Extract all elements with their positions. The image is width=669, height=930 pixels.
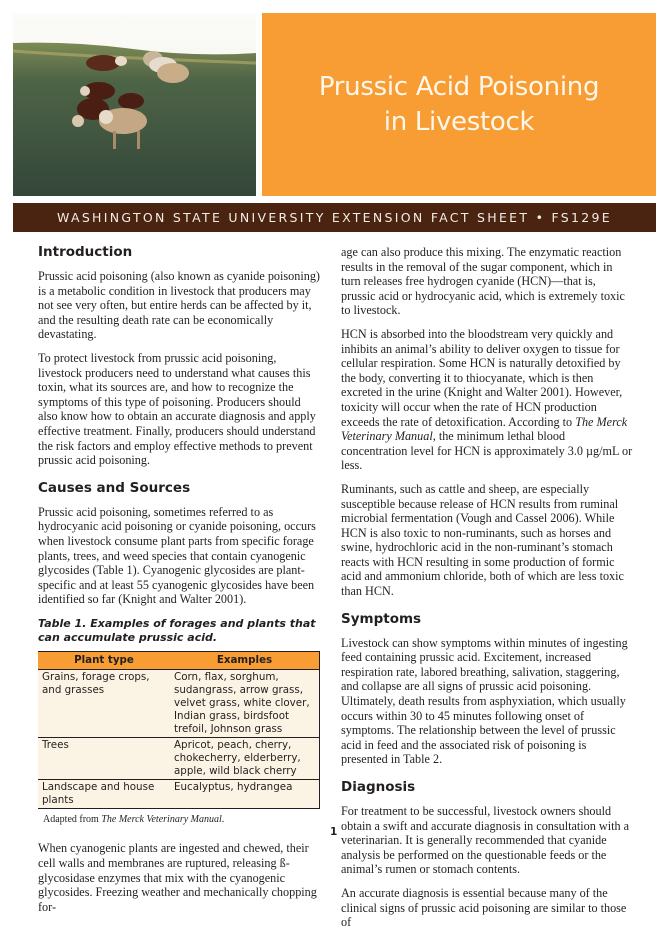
section-heading-diagnosis: Diagnosis — [341, 779, 416, 795]
section-heading-symptoms: Symptoms — [341, 610, 422, 627]
paragraph: For treatment to be successful, livestock owners should obtain a swift and accurate diagnosis in consultation with a veterinarian. It is generally recommended that cyanide analysis be performed on the questionable feeds or the animal’s rumen or stomach contents. — [341, 804, 630, 877]
section-heading-causes: Causes and Sources — [38, 479, 191, 496]
paragraph: An accurate diagnosis is essential because many of the clinical signs of prussic acid poisoning are similar to those of — [341, 885, 627, 930]
title-block — [262, 13, 656, 196]
table-cell: Apricot, peach, cherry, chokecherry, elderberry, apple, wild black cherry — [170, 737, 320, 779]
plants-table — [38, 651, 320, 809]
table-row — [38, 669, 320, 737]
cattle-pasture-image — [13, 13, 256, 196]
table-cell: Trees — [38, 737, 170, 779]
table-cell: Corn, flax, sorghum, sudangrass, arrow grass, velvet grass, white clover, Indian grass, birdsfoot trefoil, Johnson grass — [170, 669, 320, 737]
table-cell: Eucalyptus, hydrangea — [170, 779, 320, 808]
paragraph — [341, 327, 633, 473]
title-line-2: in Livestock — [383, 106, 535, 137]
title-line-1: Prussic Acid Poisoning — [318, 71, 600, 102]
source-prefix: Adapted from — [43, 813, 102, 825]
left-column — [38, 244, 320, 914]
paragraph: Prussic acid poisoning (also known as cyanide poisoning) is a metabolic condition in livestock that producers may not see very often, but entire herds can be affected by it, and the resulting death rate can be economically devastating. — [38, 269, 320, 342]
text-run: , the minimum lethal blood concentration level for HCN is approximately 3.0 µg/mL or less. — [341, 429, 633, 473]
paragraph: age can also produce this mixing. The enzymatic reaction results in the removal of the sugar component, which in turn releases free hydrogen cyanide (HCN)—that is, prussic acid or hydrocyanic acid, which is extremely toxic to livestock. — [341, 245, 625, 318]
series-banner-text: WASHINGTON STATE UNIVERSITY EXTENSION FACT SHEET • FS129E — [57, 210, 612, 225]
page-number: 1 — [330, 826, 338, 838]
table-source-note — [43, 813, 320, 828]
table-cell: Landscape and house plants — [38, 779, 170, 808]
cover-photo — [13, 13, 256, 196]
table-header-cell: Plant type — [38, 651, 170, 669]
section-heading-introduction: Introduction — [38, 244, 133, 260]
document-title — [319, 70, 599, 140]
table-row — [38, 779, 320, 808]
table-caption: Table 1. Examples of forages and plants that can accumulate prussic acid. — [38, 616, 316, 644]
table-row — [38, 737, 320, 779]
source-title: The Merck Veterinary Manual — [101, 813, 222, 825]
right-column — [341, 245, 633, 930]
paragraph: Prussic acid poisoning, sometimes referred to as hydrocyanic acid poisoning or cyanide poisoning, occurs when livestock consume plant parts from specific forage plants, trees, and weed species that contain cyanogenic glycosides (Table 1). Cyanogenic glycosides are plant-specific and at least 55 cyanogenic glycosides have been identified so far (Knight and Walter 2001). — [38, 504, 316, 607]
table-header-cell: Examples — [170, 651, 320, 669]
paragraph: When cyanogenic plants are ingested and chewed, their cell walls and membranes are ruptured, releasing ß-glycosidase enzymes that mix with the cyanogenic glycosides. Freezing weather and mechanically chopping for- — [38, 841, 317, 914]
paragraph: To protect livestock from prussic acid poisoning, livestock producers need to understand what causes this toxin, what its sources are, and how to recognize the symptoms of this type of poisoning. Producers should also know how to obtain an accurate diagnosis and apply effective treatment. Finally, producers should understand the risk factors and employ effective methods to prevent prussic acid poisoning. — [38, 350, 316, 468]
text-run: HCN is absorbed into the bloodstream very quickly and inhibits an animal’s ability to deliver oxygen to tissue for cellular respiration. Some HCN is naturally detoxified by the body, converting it to thiocyanate, which is then excreted in the urine (Knight and Walter 2001). However, toxicity will occur when the rate of HCN production exceeds the rate of detoxification. According to — [341, 326, 623, 429]
citation-title: The Merck Veterinary Manual — [341, 414, 628, 444]
paragraph: Ruminants, such as cattle and sheep, are especially susceptible because release of HCN results from ruminal microbial fermentation (Vough and Cassel 2006). While HCN is also toxic to non-ruminants, such as horses and swine, hydrochloric acid in the non-ruminant’s stomach reacts with HCN resulting in some production of formic acid and ammonium chloride, both of which are less toxic than HCN. — [341, 481, 624, 599]
table-header-row — [38, 651, 320, 669]
series-banner — [13, 203, 656, 232]
paragraph: Livestock can show symptoms within minutes of ingesting feed containing prussic acid. Excitement, increased respiration rate, labored breathing, salivation, staggering, and collapse are all signs of prussic acid poisoning. Ultimately, death results from asphyxiation, which usually occurs within 30 to 45 minutes following onset of symptoms. The relationship between the level of prussic acid in feed and the associated risk of poisoning is presented in Table 2. — [341, 635, 628, 767]
table-cell: Grains, forage crops, and grasses — [38, 669, 170, 737]
source-suffix: . — [221, 813, 225, 825]
